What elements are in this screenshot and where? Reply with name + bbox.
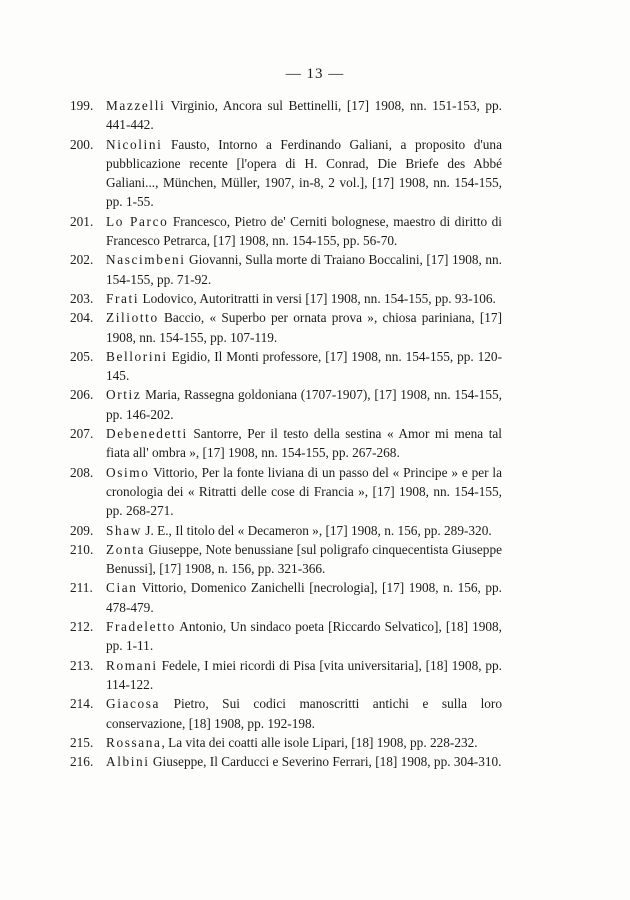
- entry-text: , La vita dei coatti alle isole Lipari, [18] 1908, pp. 228-232.: [161, 734, 478, 750]
- bibliography-entry: [70, 540, 502, 579]
- entry-number: 209.: [70, 522, 94, 538]
- entry-number: 216.: [70, 754, 94, 770]
- entry-text: J. E., Il titolo del « Decameron », [17] 1908, n. 156, pp. 289-320.: [145, 522, 492, 538]
- bibliography-entry: [70, 752, 502, 771]
- page-number: — 13 —: [285, 66, 345, 82]
- entry-author: Albini: [106, 754, 150, 770]
- entry-text: Antonio, Un sindaco poeta [Riccardo Selvatico], [18] 1908, pp. 1-11.: [106, 619, 503, 654]
- bibliography-entry: [70, 250, 502, 289]
- entry-text: Virginio, Ancora sul Bettinelli, [17] 1908, nn. 151-153, pp. 441-442.: [106, 98, 502, 133]
- entry-text: Giuseppe, Note benussiane [sul poligrafo cinquecentista Giuseppe Benussi], [17] 1908, n. 156, pp. 321-366.: [106, 541, 503, 577]
- entry-number: 215.: [70, 734, 94, 750]
- entry-text: Fausto, Intorno a Ferdinando Galiani, a proposito d'una pubblicazione recente [l'opera di H. Conrad, Die Briefe des Abbé Galiani..., München, Müller, 1907, in-8, 2 vol.], [17] 1908, nn. 154-155, pp. 1-55.: [106, 136, 502, 210]
- bibliography-entry: [70, 617, 502, 656]
- entry-text: Fedele, I miei ricordi di Pisa [vita universitaria], [18] 1908, pp. 114-122.: [106, 657, 502, 692]
- entry-author: Ziliotto: [106, 310, 159, 326]
- entry-text: Pietro, Sui codici manoscritti antichi e sulla loro conservazione, [18] 1908, pp. 192-198.: [106, 696, 502, 731]
- entry-author: Lo Parco: [106, 213, 169, 229]
- entry-number: 204.: [70, 310, 94, 326]
- entry-author: Romani: [106, 657, 158, 673]
- entry-text: Giuseppe, Il Carducci e Severino Ferrari, [18] 1908, pp. 304-310.: [152, 754, 502, 770]
- entry-author: Osimo: [106, 464, 150, 480]
- bibliography-entry: [70, 212, 502, 251]
- bibliography-entry: [70, 385, 502, 424]
- entry-text: Giovanni, Sulla morte di Traiano Boccalini, [17] 1908, nn. 154-155, pp. 71-92.: [106, 252, 502, 287]
- entry-text: Vittorio, Domenico Zanichelli [necrologia], [17] 1908, n. 156, pp. 478-479.: [106, 580, 502, 615]
- entry-number: 208.: [70, 464, 94, 480]
- bibliography-entry: [70, 424, 502, 463]
- entry-author: Debenedetti: [106, 426, 188, 442]
- entry-number: 213.: [70, 657, 94, 673]
- entry-number: 206.: [70, 387, 94, 403]
- entry-number: 210.: [70, 541, 94, 557]
- entry-number: 202.: [70, 252, 94, 268]
- entry-author: Fradeletto: [106, 619, 176, 635]
- entry-author: Nicolini: [106, 136, 163, 152]
- entry-author: Rossana: [106, 734, 162, 750]
- entry-author: Shaw: [106, 522, 142, 538]
- bibliography-entry: [70, 463, 502, 521]
- entry-number: 211.: [70, 580, 93, 596]
- bibliography-entry: [70, 578, 502, 617]
- bibliography-entry: [70, 135, 502, 212]
- entry-number: 212.: [70, 619, 94, 635]
- bibliography-entry: [70, 289, 502, 308]
- entry-author: Nascimbeni: [106, 252, 186, 268]
- entry-text: Francesco, Pietro de' Cerniti bolognese, maestro di diritto di Francesco Petrarca, [17] 1908, nn. 154-155, pp. 56-70.: [106, 213, 503, 249]
- entry-author: Bellorini: [106, 348, 168, 364]
- entry-number: 205.: [70, 348, 94, 364]
- bibliography-entry: [70, 308, 502, 347]
- entry-author: Ortiz: [106, 387, 142, 403]
- bibliography-entry: [70, 521, 502, 540]
- entry-text: Maria, Rassegna goldoniana (1707-1907), [17] 1908, nn. 154-155, pp. 146-202.: [106, 387, 503, 422]
- entry-author: Giacosa: [106, 696, 161, 712]
- entry-number: 199.: [70, 98, 94, 113]
- bibliography-entry: [70, 656, 502, 695]
- entry-text: Vittorio, Per la fonte liviana di un passo del « Principe » e per la cronologia dei « Ritratti delle cose di Francia », [17] 1908, nn. 154-155, pp. 268-271.: [106, 464, 502, 519]
- bibliography-list: [70, 96, 502, 771]
- entry-author: Zonta: [106, 541, 146, 557]
- bibliography-entry: [70, 347, 502, 386]
- entry-number: 203.: [70, 290, 94, 306]
- bibliography-entry: [70, 96, 502, 135]
- bibliography-entry: [70, 694, 502, 733]
- entry-text: Baccio, « Superbo per ornata prova », chiosa pariniana, [17] 1908, nn. 154-155, pp. 107-119.: [106, 310, 502, 345]
- entry-text: Santorre, Per il testo della sestina « Amor mi mena tal fiata all' ombra », [17] 1908, nn. 154-155, pp. 267-268.: [106, 426, 502, 461]
- entry-author: Cian: [106, 580, 138, 596]
- entry-text: Egidio, Il Monti professore, [17] 1908, nn. 154-155, pp. 120-145.: [106, 348, 502, 384]
- entry-number: 201.: [70, 213, 94, 229]
- entry-number: 200.: [70, 136, 94, 152]
- entry-number: 214.: [70, 696, 94, 712]
- entry-text: Lodovico, Autoritratti in versi [17] 1908, nn. 154-155, pp. 93-106.: [142, 290, 496, 306]
- bibliography-entry: [70, 733, 502, 752]
- entry-author: Mazzelli: [106, 98, 166, 113]
- entry-author: Frati: [106, 290, 140, 306]
- entry-number: 207.: [70, 426, 94, 442]
